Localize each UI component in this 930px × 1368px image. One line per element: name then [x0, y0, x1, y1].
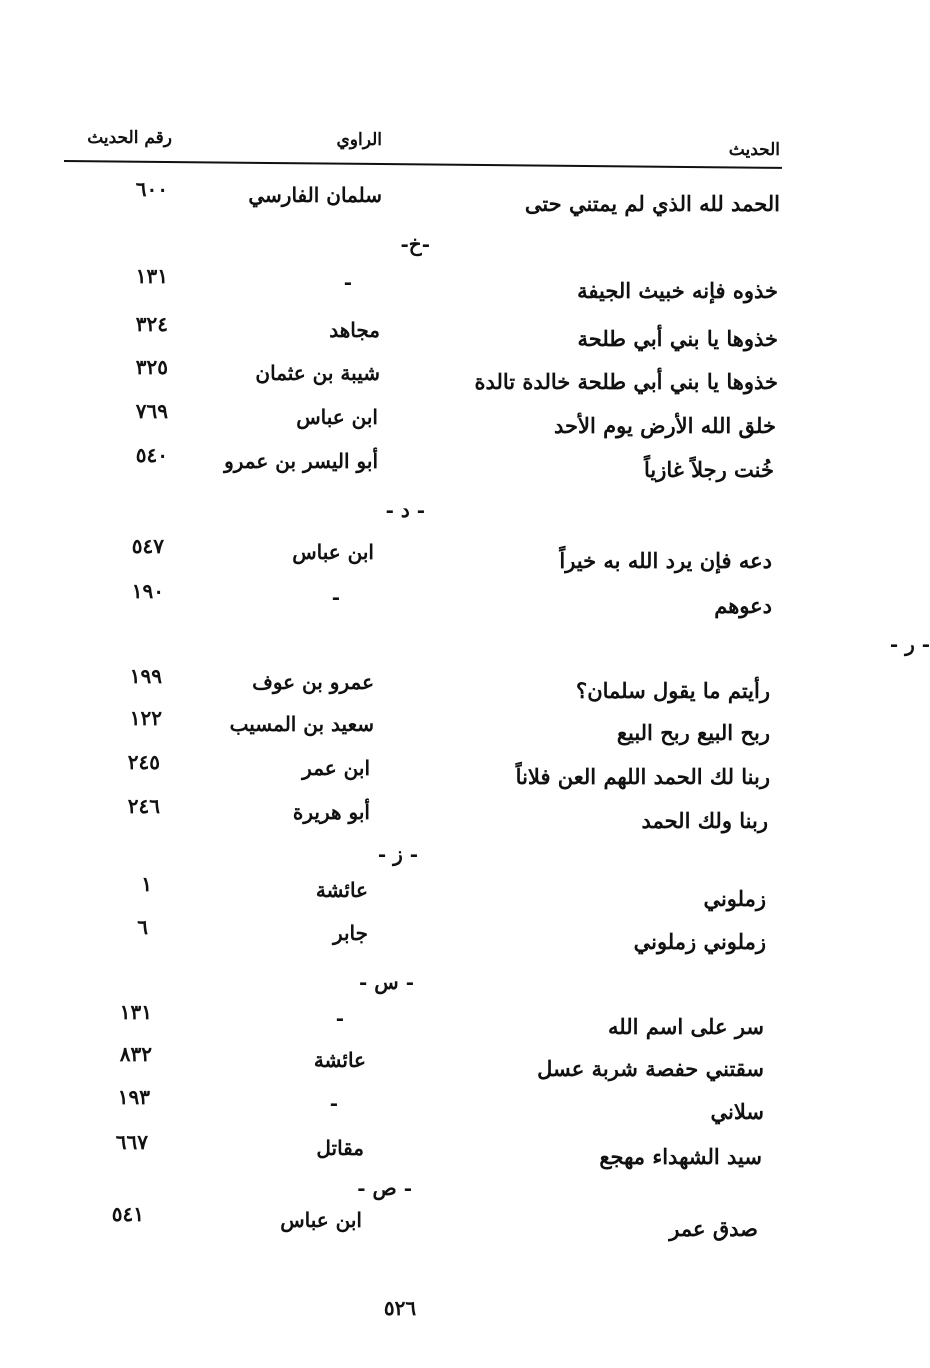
narrator-name: جابر — [332, 921, 368, 945]
hadith-text: سلاني — [710, 1099, 764, 1124]
table-row — [0, 1042, 930, 1088]
narrator-name: ابن عمر — [302, 756, 370, 780]
narrator-name: ابن عباس — [280, 1208, 362, 1232]
hadith-text: خُنت رجلاً غازياً — [644, 457, 774, 482]
narrator-name: عائشة — [313, 1048, 366, 1072]
section-letter-heading: - ص - — [357, 1176, 412, 1200]
hadith-number: ٥٤٧ — [131, 534, 164, 558]
table-row — [0, 177, 930, 223]
hadith-text: خذوها يا بني أبي طلحة — [577, 326, 778, 351]
hadith-text: دعه فإن يرد الله به خيراً — [559, 548, 772, 573]
narrator-name: - — [331, 585, 340, 609]
hadith-number: ٢٤٥ — [127, 750, 160, 774]
table-row — [0, 355, 930, 401]
page-number: ٥٢٦ — [383, 1296, 417, 1320]
hadith-text: دعوهم — [714, 593, 772, 618]
table-row — [0, 872, 930, 918]
hadith-number: ٥٤٠ — [135, 443, 168, 467]
section-letter-heading: - س - — [359, 970, 414, 994]
narrator-name: سلمان الفارسي — [248, 183, 382, 207]
hadith-text: ربح البيع ربح البيع — [616, 720, 770, 745]
hadith-number: ٢٤٦ — [127, 794, 160, 818]
narrator-name: ابن عباس — [292, 540, 374, 564]
table-row — [0, 664, 930, 710]
hadith-number: ١٣١ — [119, 1000, 152, 1024]
hadith-text: خذوه فإنه خبيث الجيفة — [577, 278, 778, 303]
table-row — [0, 1000, 930, 1046]
hadith-text: زملوني زملوني — [633, 929, 766, 954]
narrator-name: - — [329, 1091, 338, 1115]
hadith-number: ٦٠٠ — [135, 177, 168, 201]
hadith-number: ٧٦٩ — [135, 399, 168, 423]
hadith-number: ٣٢٥ — [135, 355, 168, 379]
hadith-number: ٥٤١ — [111, 1202, 144, 1226]
hadith-number: ١٢٢ — [129, 706, 162, 730]
hadith-number: ١٩٠ — [131, 579, 164, 603]
hadith-number: ٣٢٤ — [135, 312, 168, 336]
table-row — [0, 915, 930, 961]
table-row — [0, 399, 930, 445]
narrator-name: أبو هريرة — [292, 800, 370, 824]
table-row — [0, 579, 930, 625]
column-header-narrator: الراوي — [336, 130, 382, 150]
hadith-text: رأيتم ما يقول سلمان؟ — [576, 678, 770, 703]
table-row — [0, 443, 930, 489]
hadith-text: زملوني — [703, 886, 766, 911]
table-row — [0, 534, 930, 580]
narrator-name: عمرو بن عوف — [252, 670, 374, 694]
narrator-name: - — [343, 270, 352, 294]
hadith-text: ربنا ولك الحمد — [641, 808, 768, 833]
table-row — [0, 750, 930, 796]
narrator-name: مجاهد — [329, 318, 380, 342]
narrator-name: - — [335, 1006, 344, 1030]
section-letter-heading: -خ- — [400, 232, 430, 256]
table-row — [0, 1085, 930, 1131]
narrator-name: أبو اليسر بن عمرو — [224, 449, 378, 473]
hadith-number: ١٩٩ — [129, 664, 162, 688]
hadith-number: ٨٣٢ — [119, 1042, 152, 1066]
hadith-number: ١٣١ — [135, 264, 168, 288]
narrator-name: ابن عباس — [296, 405, 378, 429]
table-row — [0, 312, 930, 358]
hadith-number: ١ — [141, 872, 152, 896]
narrator-name: مقاتل — [316, 1136, 364, 1160]
hadith-text: سر على اسم الله — [608, 1014, 764, 1039]
hadith-text: سقتني حفصة شربة عسل — [537, 1056, 764, 1081]
hadith-text: الحمد لله الذي لم يمتني حتى — [524, 191, 780, 216]
hadith-text: صدق عمر — [669, 1216, 758, 1241]
hadith-text: خلق الله الأرض يوم الأحد — [554, 413, 776, 438]
table-row — [0, 1130, 930, 1176]
column-header-hadith: الحديث — [728, 140, 780, 160]
narrator-name: عائشة — [315, 878, 368, 902]
hadith-number: ٦ — [137, 915, 148, 939]
hadith-text: خذوها يا بني أبي طلحة خالدة تالدة — [474, 369, 778, 394]
section-letter-heading: - ر - — [889, 632, 930, 656]
hadith-text: ربنا لك الحمد اللهم العن فلاناً — [515, 764, 770, 789]
header-rule — [64, 160, 782, 169]
narrator-name: شيبة بن عثمان — [255, 361, 380, 385]
section-letter-heading: - د - — [385, 498, 425, 522]
hadith-text: سيد الشهداء مهجع — [599, 1144, 762, 1169]
table-row — [0, 794, 930, 840]
hadith-number: ١٩٣ — [117, 1085, 150, 1109]
table-row — [0, 264, 930, 310]
table-row — [0, 1202, 930, 1248]
hadith-number: ٦٦٧ — [115, 1130, 148, 1154]
table-row — [0, 706, 930, 752]
section-letter-heading: - ز - — [377, 842, 418, 866]
narrator-name: سعيد بن المسيب — [229, 712, 374, 736]
column-header-number: رقم الحديث — [87, 128, 172, 148]
